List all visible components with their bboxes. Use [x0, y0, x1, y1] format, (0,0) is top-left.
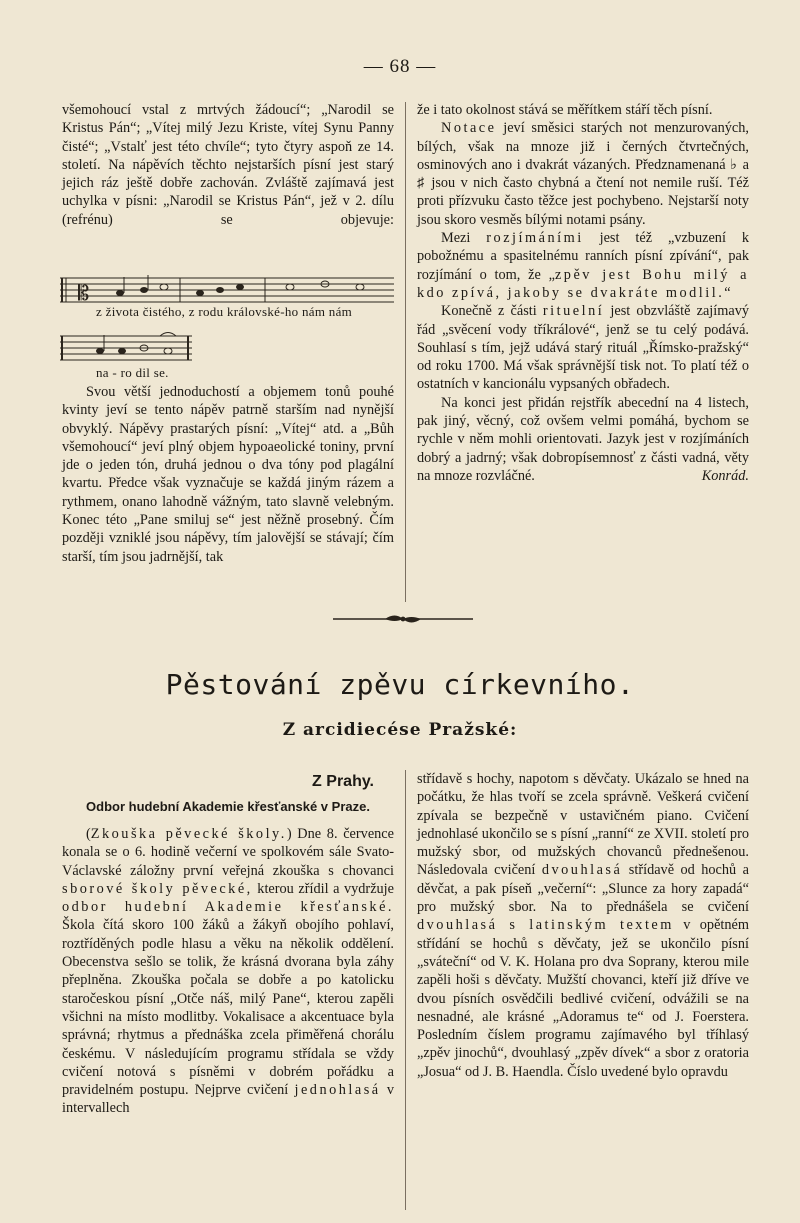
- section-subtitle: Z arcidiecése Pražské:: [282, 720, 518, 740]
- svg-text:𝄡: 𝄡: [78, 281, 90, 305]
- ornament-divider: [333, 612, 473, 626]
- place-heading: Z Prahy.: [312, 773, 374, 790]
- top-left-column-continued: [62, 383, 394, 566]
- spaced-term: rozjímáními: [486, 230, 584, 247]
- music-lyric-1: z života čistého, z rodu královské-ho nám nám: [96, 304, 353, 319]
- text-run: Škola čítá skoro 100 žáků a žákyň obojího pohlaví, roztříděných podle hlasu a věku na několik oddělení. Obecenstva sešlo se tolik, že krásná dvorana byla záhy přeplněna. Zkouška počala se dobře a po katolicku staročeskou písní „Otče náš, milý Pane“, kterou zapěli všichni na místo modlitby. Vokalisace a akcentuace byla správná; rhytmus a přednáška zcela přiměřená chorálu českému. V následujícím programu střídala se vždy cvičení notová s písněmi v dobrém pořádku a pravidelném postupu. Nejprve cvičení: [62, 917, 394, 1099]
- paragraph: [417, 394, 749, 485]
- text-run: ) Dne 8. července konala se o 6. hodině večerní ve spolkovém sále Svato-Václavské záložny první veřejná zkouška s chovanci: [62, 826, 395, 879]
- text-run: v opětném střídání se hochů s děvčaty, jež se ukončilo písní „sváteční“ od V. K. Holana pro dva Soprany, kterou mile zapěli hoši s děvčaty. Mužští chovanci, kteří již dříve ve dvou písních osvědčili bedlivé cvičení, odvážili se na nesnadné, ale krásné „Adoramus te“ od J. Foerstera. Posledním číslem programu zajímavého byl tříhlasý „zpěv jinochů“, dvouhlasý „zpěv dívek“ a sbor z oratoria „Josua“ od J. B. Haendla. Číslo uvedené bylo opravdu: [417, 917, 749, 1080]
- paragraph: [417, 229, 749, 302]
- paragraph: [417, 302, 749, 393]
- bottom-left-column: [62, 825, 394, 1118]
- text-run: jeví směsici starých not menzurovaných, bílých, však na mnoze již i černých čtvrtečných, osminových ano i dvakrát vázaných. Předznamenaná ♭ a ♯ jsou v nich často chybná a čtení not nemile ruší. Též proti přízvuku často těžce jest pochybeno. Nejstarší noty jsou skoro vesměs bílými notami psány.: [417, 120, 749, 228]
- text-run: v intervallech: [62, 1082, 394, 1117]
- section-title: Pěstování zpěvu církevního.: [165, 668, 635, 701]
- paragraph: všemohoucí vstal z mrtvých žádoucí“; „Narodil se Kristus Pán“; „Vítej milý Jezu Kriste, vítej Synu Panny čisté“; „Vstalť jest této chvíle“; tyto čtyry aspoň ze 14. století. Na nápěvích těchto nejstarších písní jest starý jejich ráz ještě dobře zachován. Zvláště zajímavá jest uchylka v písni: „Narodil se Kristus Pán“, jež v 2. dílu (refrénu) se objevuje:: [62, 102, 394, 228]
- music-staff-1: [60, 272, 396, 306]
- text-run: střídavě s hochy, napotom s děvčaty. Ukázalo se hned na počátku, že hlas tvoří se zcela správně. Veškerá cvičení zpívala se bezpečně v ustavičném piano. Cvičení jednohlasé ukončilo se s písní „ranní“ ze XVII. století pro mužský sbor, od mužských chovanců přednešenou. Následovala cvičení: [417, 771, 749, 879]
- text-run: kterou zřídil a vydržuje: [252, 880, 395, 897]
- bottom-right-column: [417, 770, 749, 1081]
- spaced-term: Zkouška pěvecké školy.: [90, 826, 287, 842]
- text-run: Mezi: [441, 230, 487, 247]
- signature: Konrád.: [701, 467, 749, 484]
- text-run: Na konci jest přidán rejstřík abecední na 4 listech, pak jiný, věcný, což ovšem velmi pomáhá, bychom se rychle v něm mohli orientovati. Jazyk jest v rozjímáních dobrý a jadrný; však dobropísemnosť z části vadná, věty na mnoze rozvláčné.: [417, 394, 749, 484]
- spaced-term: Notace: [441, 120, 497, 137]
- text-run: “: [724, 284, 731, 301]
- spaced-term: rituelní: [542, 303, 605, 320]
- spaced-quote: zpěv jest Bohu milý a kdo zpívá, jakoby se dvakráte modlil.: [417, 266, 749, 301]
- top-right-column: [417, 101, 749, 485]
- spaced-term: dvouhlasá s latinským textem: [417, 917, 674, 934]
- text-run: Konečně z části: [441, 303, 543, 320]
- paragraph: že i tato okolnost stává se měřítkem stáří těch písní.: [417, 102, 713, 118]
- spaced-term: dvouhlasá: [541, 862, 623, 879]
- page-number: — 68 —: [363, 56, 437, 77]
- top-left-column: [62, 101, 394, 229]
- music-staff-2: [60, 330, 200, 364]
- article-subheading: Odbor hudební Akademie křesťanské v Praze.: [86, 799, 370, 814]
- text-run: jest obzvláště zajímavý řád „svěcení vody tříkrálové“, jenž se tu celý podává. Souhlasí s tím, jejž udává starý rituál „Římsko-pražský“ od roku 1700. Má však správnější tisk not. To platí též o ostatních v kancionálu vypsaných obřadech.: [417, 303, 749, 393]
- text-run: (: [86, 826, 91, 842]
- paragraph: Svou větší jednoduchostí a objemem tonů pouhé kvinty jeví se tento nápěv patrně starším nad nynější obvyklý. Nápěvy prastarých písní: „Vítej“ atd. a „Bůh všemohoucí“ jeví plný objem hypoaeolické toniny, první jde o jeden tón, druhá jednou o dva tóny pod plagální kvartu. Předce však vyznačuje se každá jiným rázem a rythmem, onano lahodně vážným, tato slavně velebným. Konec této „Pane smiluj se“ jest něžně prosebný. Čím později vzniklé jsou nápěvy, tím jalovější se stávají; čím starší, tím jsou jadrnější, tak: [62, 384, 394, 565]
- column-divider-top: [405, 102, 406, 602]
- spaced-term: odbor hudební Akademie křesťanské.: [62, 899, 394, 916]
- paragraph: [417, 770, 749, 1081]
- column-divider-bottom: [405, 770, 406, 1210]
- paragraph: [417, 119, 749, 229]
- music-lyric-2: na - ro dil se.: [96, 365, 169, 380]
- spaced-term: sborové školy pěvecké,: [62, 880, 253, 897]
- spaced-term: jednohlasá: [294, 1082, 381, 1099]
- text-run: jest též „vzbuzení k pobožnému a spasitelnému ranních písní zpívání“, pak rozjímání o tom, že „: [417, 230, 749, 283]
- paragraph: [62, 825, 394, 1118]
- text-run: střídavě od hochů a děvčat, a pak píseň „večerní“: „Slunce za hory zapadá“ pro mužský sbor. Na to přednášela se cvičení: [417, 862, 750, 916]
